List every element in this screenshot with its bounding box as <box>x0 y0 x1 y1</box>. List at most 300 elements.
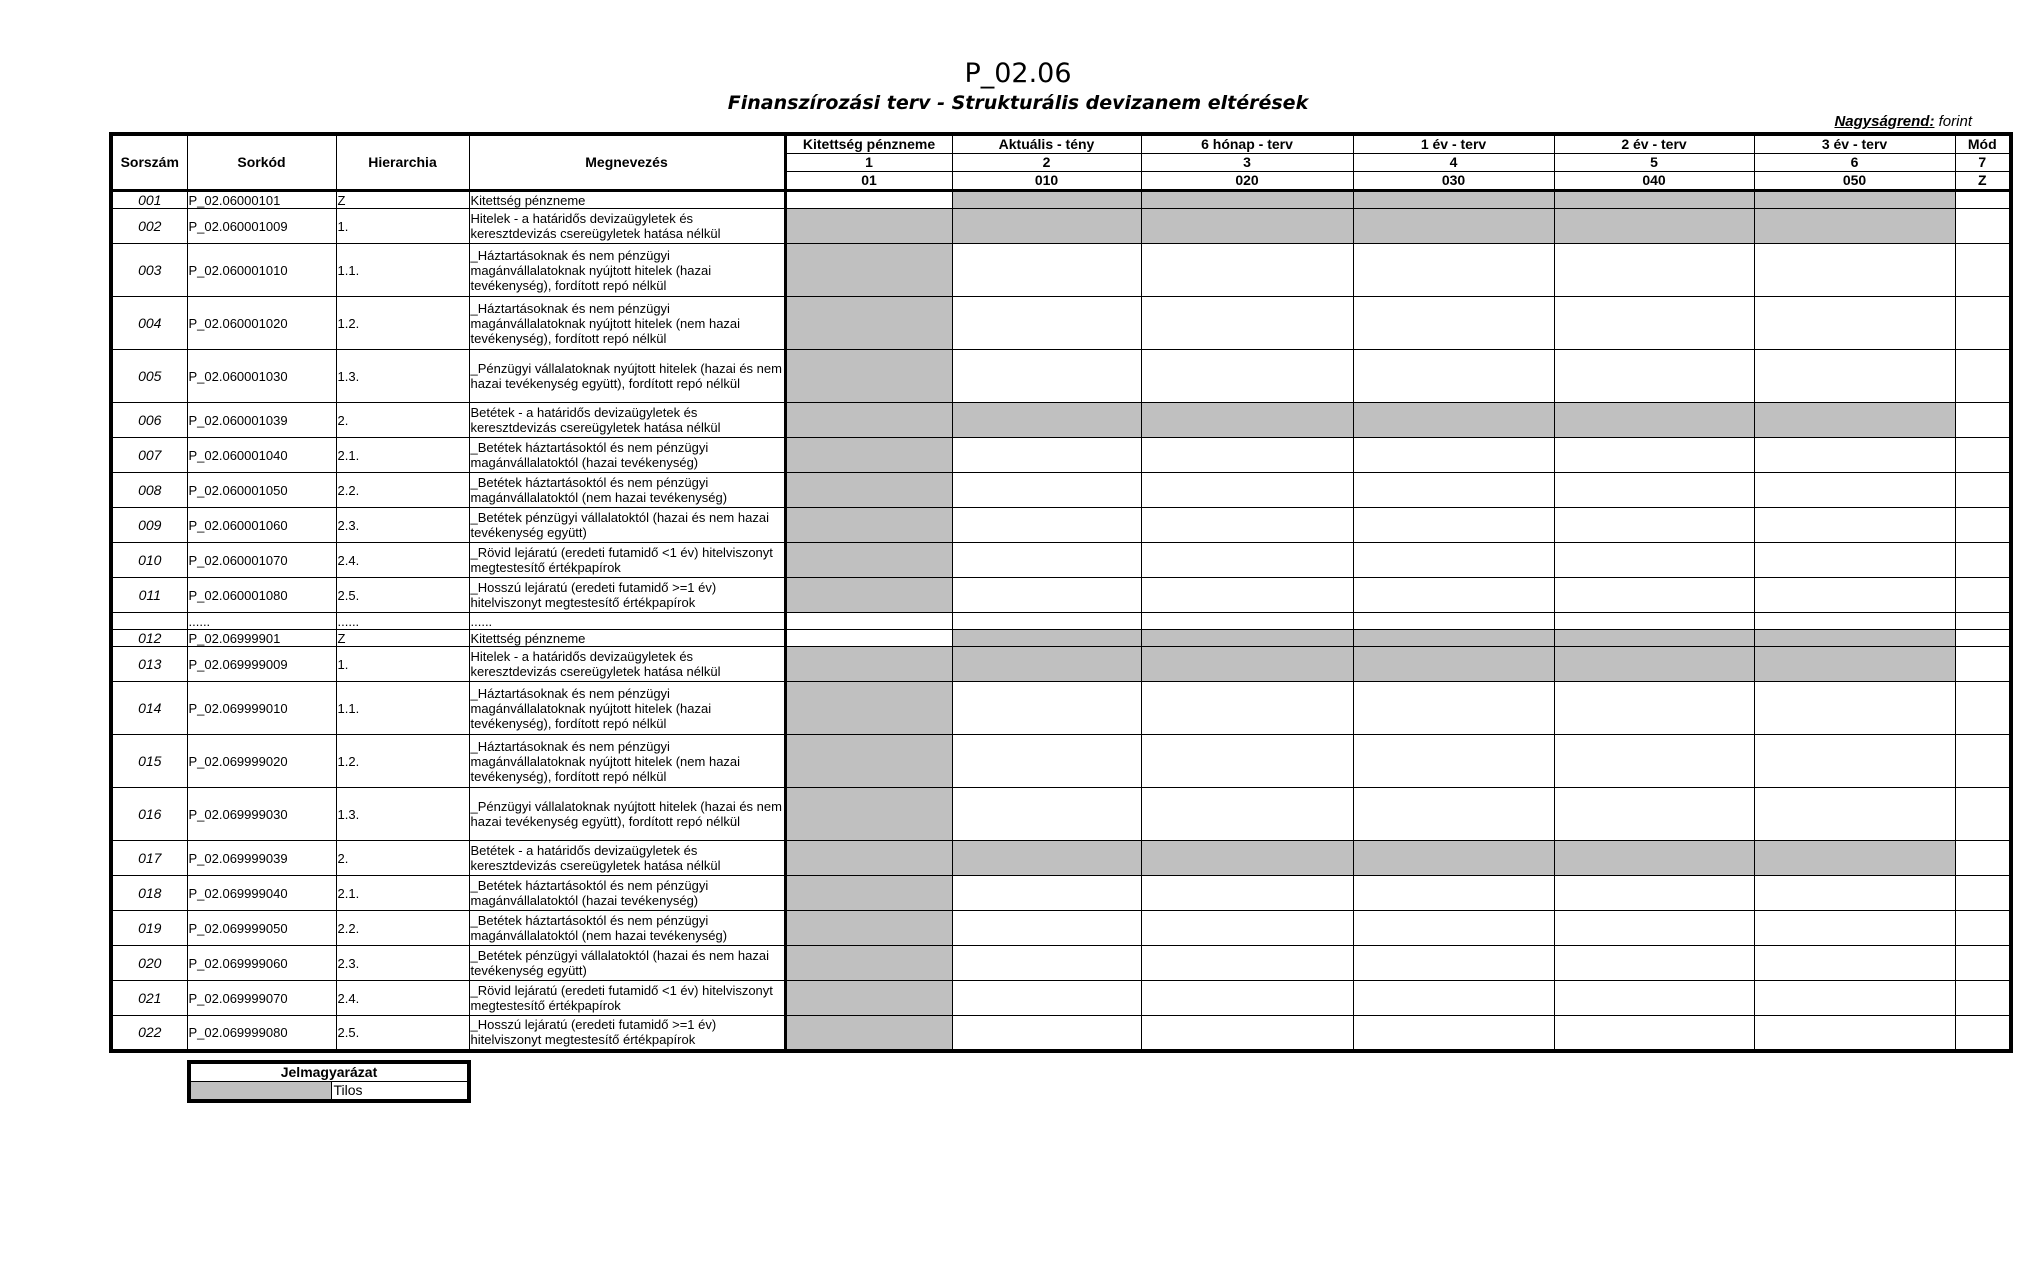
data-cell[interactable] <box>1754 613 1955 630</box>
header-col-num: 3 <box>1141 154 1353 172</box>
data-cell[interactable] <box>1754 473 1955 508</box>
row-sorkod: P_02.06999901 <box>187 630 336 647</box>
table-row <box>111 350 2011 403</box>
header-col-num: 5 <box>1554 154 1754 172</box>
table-row <box>111 682 2011 735</box>
table-row <box>111 788 2011 841</box>
data-cell[interactable] <box>1955 911 2011 946</box>
row-hierarchia: 1.2. <box>336 297 469 350</box>
forbidden-cell <box>1754 209 1955 244</box>
data-cell[interactable] <box>1141 297 1353 350</box>
data-cell[interactable] <box>952 876 1141 911</box>
data-cell[interactable] <box>952 244 1141 297</box>
row-hierarchia: Z <box>336 191 469 209</box>
forbidden-cell <box>1554 191 1754 209</box>
data-cell[interactable] <box>1141 911 1353 946</box>
row-megnevezes: _Betétek háztartásoktól és nem pénzügyi magánvállalatoktól (nem hazai tevékenység) <box>469 911 785 946</box>
data-cell[interactable] <box>1353 981 1554 1016</box>
data-cell[interactable] <box>1955 244 2011 297</box>
forbidden-cell <box>785 946 952 981</box>
row-sorkod: P_02.060001010 <box>187 244 336 297</box>
row-sorkod: ...... <box>187 613 336 630</box>
forbidden-cell <box>1353 209 1554 244</box>
data-cell[interactable] <box>1554 946 1754 981</box>
forbidden-cell <box>785 735 952 788</box>
data-cell[interactable] <box>1955 735 2011 788</box>
row-sorszam: 014 <box>111 682 187 735</box>
row-megnevezes: _Háztartásoknak és nem pénzügyi magánvállalatoknak nyújtott hitelek (nem hazai tevékenység), fordított repó nélkül <box>469 735 785 788</box>
data-cell[interactable] <box>1353 473 1554 508</box>
data-cell[interactable] <box>952 508 1141 543</box>
row-megnevezes: Hitelek - a határidős devizaügyletek és keresztdevizás csereügyletek hatása nélkül <box>469 209 785 244</box>
row-hierarchia: 2. <box>336 841 469 876</box>
forbidden-cell <box>785 473 952 508</box>
data-cell[interactable] <box>1955 613 2011 630</box>
row-sorszam: 019 <box>111 911 187 946</box>
row-sorszam: 020 <box>111 946 187 981</box>
forbidden-cell <box>785 403 952 438</box>
row-megnevezes: Betétek - a határidős devizaügyletek és keresztdevizás csereügyletek hatása nélkül <box>469 841 785 876</box>
forbidden-cell <box>1141 191 1353 209</box>
row-sorszam: 005 <box>111 350 187 403</box>
header-col-num: 4 <box>1353 154 1554 172</box>
data-cell[interactable] <box>1955 682 2011 735</box>
row-sorkod: P_02.060001040 <box>187 438 336 473</box>
forbidden-cell <box>1754 841 1955 876</box>
data-cell[interactable] <box>1554 473 1754 508</box>
forbidden-cell <box>785 841 952 876</box>
data-cell[interactable] <box>952 946 1141 981</box>
data-cell[interactable] <box>785 630 952 647</box>
legend-swatch <box>189 1082 331 1102</box>
data-cell[interactable] <box>1141 946 1353 981</box>
row-hierarchia: ...... <box>336 613 469 630</box>
row-sorszam: 011 <box>111 578 187 613</box>
data-cell[interactable] <box>1955 647 2011 682</box>
forbidden-cell <box>952 209 1141 244</box>
row-sorszam: 017 <box>111 841 187 876</box>
header-col-code: 050 <box>1754 172 1955 191</box>
data-cell[interactable] <box>1554 788 1754 841</box>
row-megnevezes: Betétek - a határidős devizaügyletek és keresztdevizás csereügyletek hatása nélkül <box>469 403 785 438</box>
forbidden-cell <box>1754 630 1955 647</box>
row-hierarchia: 2. <box>336 403 469 438</box>
row-sorszam: 016 <box>111 788 187 841</box>
forbidden-cell <box>1141 209 1353 244</box>
row-hierarchia: 2.3. <box>336 946 469 981</box>
row-sorkod: P_02.069999020 <box>187 735 336 788</box>
legend-table <box>187 1060 471 1103</box>
data-cell[interactable] <box>1141 578 1353 613</box>
data-cell[interactable] <box>1955 630 2011 647</box>
table-row <box>111 508 2011 543</box>
data-cell[interactable] <box>1955 841 2011 876</box>
data-cell[interactable] <box>1754 508 1955 543</box>
header-col-label: Mód <box>1955 134 2011 154</box>
header-hierarchia: Hierarchia <box>336 134 469 191</box>
data-cell[interactable] <box>1754 438 1955 473</box>
data-cell[interactable] <box>1754 1016 1955 1051</box>
row-sorkod: P_02.060001030 <box>187 350 336 403</box>
forbidden-cell <box>1754 647 1955 682</box>
forbidden-cell <box>1353 841 1554 876</box>
row-sorszam: 006 <box>111 403 187 438</box>
row-sorszam: 008 <box>111 473 187 508</box>
header-sorszam: Sorszám <box>111 134 187 191</box>
table-row <box>111 841 2011 876</box>
forbidden-cell <box>785 297 952 350</box>
data-cell[interactable] <box>952 981 1141 1016</box>
row-megnevezes: Kitettség pénzneme <box>469 191 785 209</box>
forbidden-cell <box>1554 841 1754 876</box>
header-col-label: Aktuális - tény <box>952 134 1141 154</box>
data-cell[interactable] <box>1554 682 1754 735</box>
row-hierarchia: 1. <box>336 209 469 244</box>
row-megnevezes: _Hosszú lejáratú (eredeti futamidő >=1 év) hitelviszonyt megtestesítő értékpapírok <box>469 578 785 613</box>
row-hierarchia: 2.2. <box>336 911 469 946</box>
data-cell[interactable] <box>1554 735 1754 788</box>
data-cell[interactable] <box>1955 191 2011 209</box>
forbidden-cell <box>952 647 1141 682</box>
row-sorszam: 012 <box>111 630 187 647</box>
data-cell[interactable] <box>952 1016 1141 1051</box>
row-megnevezes: _Betétek pénzügyi vállalatoktól (hazai és nem hazai tevékenység együtt) <box>469 946 785 981</box>
data-cell[interactable] <box>952 473 1141 508</box>
data-cell[interactable] <box>952 682 1141 735</box>
header-col-code: 040 <box>1554 172 1754 191</box>
header-col-num: 6 <box>1754 154 1955 172</box>
header-col-label: 3 év - terv <box>1754 134 1955 154</box>
row-sorszam: 003 <box>111 244 187 297</box>
data-cell[interactable] <box>1554 350 1754 403</box>
data-cell[interactable] <box>1141 735 1353 788</box>
table-row <box>111 403 2011 438</box>
data-cell[interactable] <box>1754 981 1955 1016</box>
data-cell[interactable] <box>1955 876 2011 911</box>
row-sorkod: P_02.060001070 <box>187 543 336 578</box>
forbidden-cell <box>952 841 1141 876</box>
forbidden-cell <box>785 578 952 613</box>
data-cell[interactable] <box>1955 403 2011 438</box>
data-cell[interactable] <box>1141 788 1353 841</box>
forbidden-cell <box>1141 403 1353 438</box>
table-row <box>111 543 2011 578</box>
forbidden-cell <box>952 403 1141 438</box>
row-sorszam: 015 <box>111 735 187 788</box>
legend-item: Tilos <box>331 1082 469 1102</box>
row-megnevezes: _Betétek háztartásoktól és nem pénzügyi magánvállalatoktól (nem hazai tevékenység) <box>469 473 785 508</box>
row-hierarchia: 1.3. <box>336 788 469 841</box>
data-cell[interactable] <box>1353 911 1554 946</box>
forbidden-cell <box>1554 647 1754 682</box>
unit-value: forint <box>1938 113 1972 130</box>
row-hierarchia: 1. <box>336 647 469 682</box>
data-cell[interactable] <box>1554 613 1754 630</box>
data-cell[interactable] <box>1141 1016 1353 1051</box>
data-cell[interactable] <box>952 297 1141 350</box>
data-cell[interactable] <box>1141 473 1353 508</box>
data-cell[interactable] <box>1141 350 1353 403</box>
data-cell[interactable] <box>1554 244 1754 297</box>
row-sorkod: P_02.069999050 <box>187 911 336 946</box>
row-hierarchia: 2.4. <box>336 981 469 1016</box>
data-cell[interactable] <box>1754 682 1955 735</box>
table-row <box>111 473 2011 508</box>
data-cell[interactable] <box>785 191 952 209</box>
data-cell[interactable] <box>1353 508 1554 543</box>
row-hierarchia: 1.2. <box>336 735 469 788</box>
table-row <box>111 876 2011 911</box>
data-cell[interactable] <box>1955 209 2011 244</box>
row-sorszam <box>111 613 187 630</box>
data-cell[interactable] <box>1141 244 1353 297</box>
forbidden-cell <box>785 911 952 946</box>
header-col-label: 6 hónap - terv <box>1141 134 1353 154</box>
data-cell[interactable] <box>1754 350 1955 403</box>
row-sorkod: P_02.060001060 <box>187 508 336 543</box>
data-cell[interactable] <box>1353 244 1554 297</box>
row-sorkod: P_02.06000101 <box>187 191 336 209</box>
row-sorkod: P_02.069999039 <box>187 841 336 876</box>
row-hierarchia: 2.5. <box>336 1016 469 1051</box>
row-sorkod: P_02.060001080 <box>187 578 336 613</box>
data-cell[interactable] <box>1353 613 1554 630</box>
data-cell[interactable] <box>1955 981 2011 1016</box>
table-row <box>111 191 2011 209</box>
forbidden-cell <box>1754 191 1955 209</box>
row-sorszam: 009 <box>111 508 187 543</box>
forbidden-cell <box>1353 630 1554 647</box>
header-col-code: 020 <box>1141 172 1353 191</box>
data-cell[interactable] <box>952 438 1141 473</box>
forbidden-cell <box>1554 209 1754 244</box>
data-cell[interactable] <box>1141 543 1353 578</box>
table-row <box>111 438 2011 473</box>
data-cell[interactable] <box>1353 682 1554 735</box>
header-sorkod: Sorkód <box>187 134 336 191</box>
data-cell[interactable] <box>1141 981 1353 1016</box>
row-sorkod: P_02.060001050 <box>187 473 336 508</box>
forbidden-cell <box>952 191 1141 209</box>
unit-label: Nagyságrend: <box>1834 113 1935 130</box>
data-cell[interactable] <box>1353 1016 1554 1051</box>
row-sorszam: 002 <box>111 209 187 244</box>
row-sorkod: P_02.060001039 <box>187 403 336 438</box>
row-sorszam: 004 <box>111 297 187 350</box>
forbidden-cell <box>1141 630 1353 647</box>
data-cell[interactable] <box>952 578 1141 613</box>
row-sorkod: P_02.069999070 <box>187 981 336 1016</box>
data-cell[interactable] <box>1353 297 1554 350</box>
header-col-code: 030 <box>1353 172 1554 191</box>
header-megnevezes: Megnevezés <box>469 134 785 191</box>
data-cell[interactable] <box>1754 735 1955 788</box>
row-megnevezes: Hitelek - a határidős devizaügyletek és keresztdevizás csereügyletek hatása nélkül <box>469 647 785 682</box>
row-sorszam: 022 <box>111 1016 187 1051</box>
data-cell[interactable] <box>1955 297 2011 350</box>
row-megnevezes: _Pénzügyi vállalatoknak nyújtott hitelek (hazai és nem hazai tevékenység együtt), fordított repó nélkül <box>469 350 785 403</box>
forbidden-cell <box>785 981 952 1016</box>
row-sorszam: 010 <box>111 543 187 578</box>
table-row <box>111 735 2011 788</box>
data-cell[interactable] <box>1754 543 1955 578</box>
row-sorkod: P_02.069999030 <box>187 788 336 841</box>
data-cell[interactable] <box>1754 297 1955 350</box>
row-sorkod: P_02.069999009 <box>187 647 336 682</box>
data-cell[interactable] <box>1353 438 1554 473</box>
data-cell[interactable] <box>952 911 1141 946</box>
forbidden-cell <box>952 630 1141 647</box>
data-cell[interactable] <box>1554 1016 1754 1051</box>
row-hierarchia: 1.1. <box>336 244 469 297</box>
table-row <box>111 1016 2011 1051</box>
data-cell[interactable] <box>1955 438 2011 473</box>
row-megnevezes: _Pénzügyi vállalatoknak nyújtott hitelek (hazai és nem hazai tevékenység együtt), fordított repó nélkül <box>469 788 785 841</box>
page-title: P_02.06 <box>964 58 1072 89</box>
row-sorkod: P_02.060001009 <box>187 209 336 244</box>
row-hierarchia: 2.1. <box>336 438 469 473</box>
row-sorszam: 007 <box>111 438 187 473</box>
header-col-code: 01 <box>785 172 952 191</box>
data-cell[interactable] <box>1754 244 1955 297</box>
data-cell[interactable] <box>1955 508 2011 543</box>
table-row <box>111 946 2011 981</box>
forbidden-cell <box>785 682 952 735</box>
data-cell[interactable] <box>1554 578 1754 613</box>
table-row <box>111 911 2011 946</box>
row-hierarchia: 2.5. <box>336 578 469 613</box>
data-cell[interactable] <box>1955 350 2011 403</box>
header-col-num: 2 <box>952 154 1141 172</box>
data-cell[interactable] <box>1554 438 1754 473</box>
table-row <box>111 613 2011 630</box>
row-sorkod: P_02.060001020 <box>187 297 336 350</box>
header-col-code: Z <box>1955 172 2011 191</box>
header-col-label: 1 év - terv <box>1353 134 1554 154</box>
row-megnevezes: _Hosszú lejáratú (eredeti futamidő >=1 év) hitelviszonyt megtestesítő értékpapírok <box>469 1016 785 1051</box>
unit-indicator <box>1834 113 1972 131</box>
table-row <box>111 244 2011 297</box>
data-cell[interactable] <box>1955 543 2011 578</box>
table-row <box>111 647 2011 682</box>
data-cell[interactable] <box>1353 876 1554 911</box>
data-cell[interactable] <box>1955 578 2011 613</box>
data-cell[interactable] <box>1754 911 1955 946</box>
row-megnevezes: _Háztartásoknak és nem pénzügyi magánvállalatoknak nyújtott hitelek (hazai tevékenység), fordított repó nélkül <box>469 682 785 735</box>
row-sorkod: P_02.069999080 <box>187 1016 336 1051</box>
data-cell[interactable] <box>952 735 1141 788</box>
forbidden-cell <box>785 788 952 841</box>
data-cell[interactable] <box>1955 473 2011 508</box>
forbidden-cell <box>1353 647 1554 682</box>
data-cell[interactable] <box>1141 613 1353 630</box>
forbidden-cell <box>1353 191 1554 209</box>
data-cell[interactable] <box>1955 946 2011 981</box>
forbidden-cell <box>785 438 952 473</box>
forbidden-cell <box>785 647 952 682</box>
forbidden-cell <box>785 508 952 543</box>
row-sorszam: 021 <box>111 981 187 1016</box>
table-row <box>111 209 2011 244</box>
data-cell[interactable] <box>1955 788 2011 841</box>
data-cell[interactable] <box>1141 876 1353 911</box>
row-hierarchia: 2.2. <box>336 473 469 508</box>
forbidden-cell <box>785 543 952 578</box>
data-cell[interactable] <box>1141 682 1353 735</box>
data-cell[interactable] <box>1554 876 1754 911</box>
forbidden-cell <box>785 1016 952 1051</box>
data-cell[interactable] <box>1353 788 1554 841</box>
data-cell[interactable] <box>1141 508 1353 543</box>
row-megnevezes: _Betétek pénzügyi vállalatoktól (hazai és nem hazai tevékenység együtt) <box>469 508 785 543</box>
data-cell[interactable] <box>952 788 1141 841</box>
data-cell[interactable] <box>1554 297 1754 350</box>
data-cell[interactable] <box>1554 543 1754 578</box>
table-row <box>111 578 2011 613</box>
forbidden-cell <box>785 350 952 403</box>
data-cell[interactable] <box>952 350 1141 403</box>
row-sorszam: 018 <box>111 876 187 911</box>
row-megnevezes: _Rövid lejáratú (eredeti futamidő <1 év) hitelviszonyt megtestesítő értékpapírok <box>469 543 785 578</box>
data-cell[interactable] <box>1955 1016 2011 1051</box>
data-cell[interactable] <box>1754 788 1955 841</box>
row-hierarchia: Z <box>336 630 469 647</box>
table-body <box>111 191 2011 1051</box>
forbidden-cell <box>1754 403 1955 438</box>
row-hierarchia: 2.4. <box>336 543 469 578</box>
forbidden-cell <box>1554 403 1754 438</box>
data-cell[interactable] <box>1353 543 1554 578</box>
data-cell[interactable] <box>1353 735 1554 788</box>
forbidden-cell <box>1554 630 1754 647</box>
forbidden-cell <box>1353 403 1554 438</box>
legend-title: Jelmagyarázat <box>189 1062 469 1082</box>
forbidden-cell <box>1141 841 1353 876</box>
data-cell[interactable] <box>1353 350 1554 403</box>
data-cell[interactable] <box>785 613 952 630</box>
row-sorszam: 001 <box>111 191 187 209</box>
header-col-code: 010 <box>952 172 1141 191</box>
forbidden-cell <box>785 244 952 297</box>
row-megnevezes: _Rövid lejáratú (eredeti futamidő <1 év) hitelviszonyt megtestesítő értékpapírok <box>469 981 785 1016</box>
data-cell[interactable] <box>1754 876 1955 911</box>
data-cell[interactable] <box>1353 578 1554 613</box>
forbidden-cell <box>785 209 952 244</box>
report-table <box>109 132 2013 1053</box>
row-hierarchia: 2.3. <box>336 508 469 543</box>
data-cell[interactable] <box>1353 946 1554 981</box>
row-sorkod: P_02.069999040 <box>187 876 336 911</box>
header-col-num: 7 <box>1955 154 2011 172</box>
row-sorkod: P_02.069999010 <box>187 682 336 735</box>
data-cell[interactable] <box>1754 578 1955 613</box>
row-sorkod: P_02.069999060 <box>187 946 336 981</box>
data-cell[interactable] <box>1141 438 1353 473</box>
data-cell[interactable] <box>1554 508 1754 543</box>
row-hierarchia: 2.1. <box>336 876 469 911</box>
page-subtitle: Finanszírozási terv - Strukturális devizanem eltérések <box>727 92 1309 114</box>
table-row <box>111 297 2011 350</box>
data-cell[interactable] <box>1554 911 1754 946</box>
table-row <box>111 630 2011 647</box>
data-cell[interactable] <box>952 543 1141 578</box>
data-cell[interactable] <box>952 613 1141 630</box>
data-cell[interactable] <box>1554 981 1754 1016</box>
row-megnevezes: Kitettség pénzneme <box>469 630 785 647</box>
table-row <box>111 981 2011 1016</box>
forbidden-cell <box>785 876 952 911</box>
data-cell[interactable] <box>1754 946 1955 981</box>
